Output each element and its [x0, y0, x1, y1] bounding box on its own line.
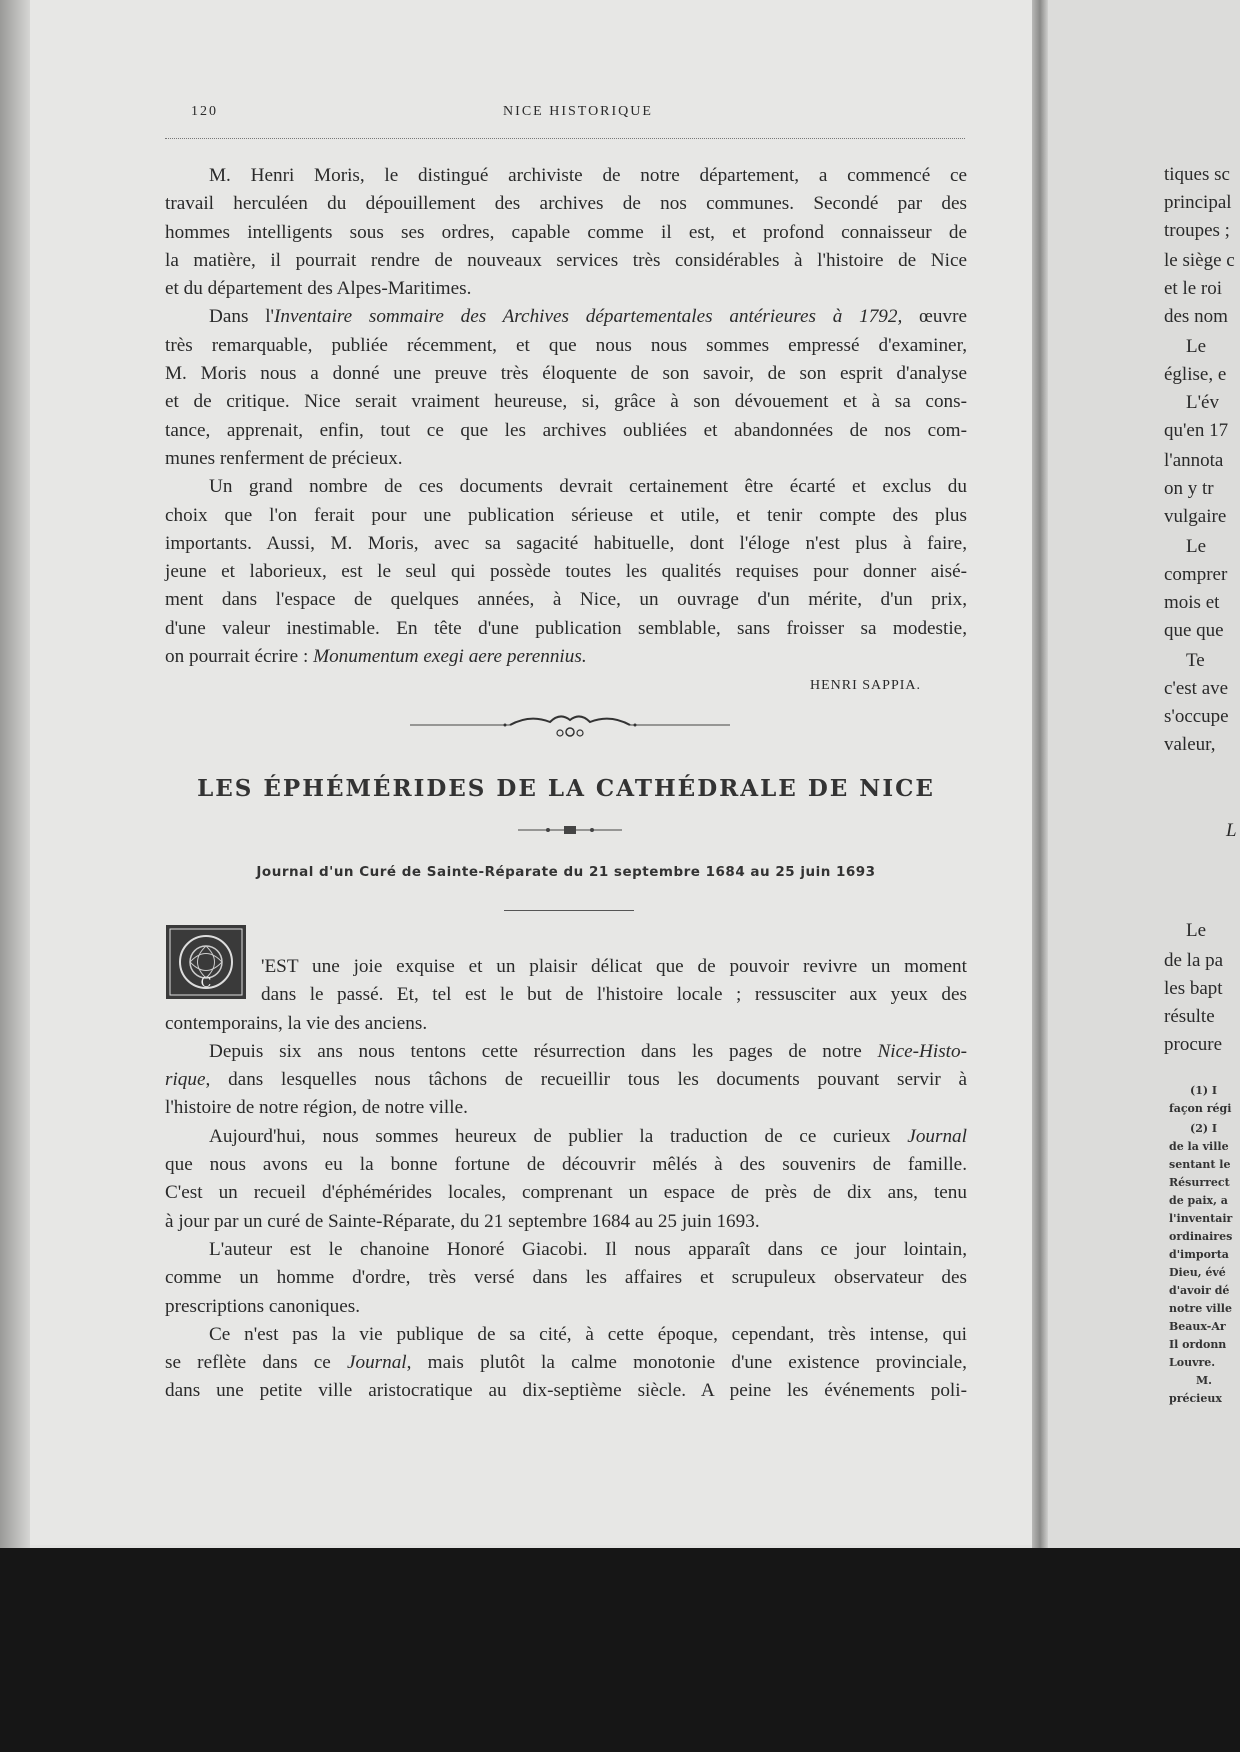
small-ornament: [518, 824, 622, 836]
header-rule: [165, 138, 965, 139]
text-line: la matière, il pourrait rendre de nouveaux services très considérables à l'histoire de Nice: [165, 249, 967, 271]
text-line: M. Henri Moris, le distingué archiviste de notre département, a commencé ce: [209, 165, 967, 186]
right-footnote: Dieu, évé: [1169, 1266, 1226, 1279]
text-line: 'EST une joie exquise et un plaisir délicat que de pouvoir revivre un moment: [261, 956, 967, 977]
right-line: procure: [1164, 1034, 1223, 1055]
article-2-title: LES ÉPHÉMÉRIDES DE LA CATHÉDRALE DE NICE: [197, 775, 935, 802]
right-line: L'év: [1186, 392, 1219, 413]
latin-quote: Monumentum exegi aere perennius.: [313, 646, 587, 668]
article-2-body: [165, 953, 967, 1406]
right-line: principal: [1164, 192, 1232, 213]
right-footnote: Beaux-Ar: [1169, 1320, 1226, 1333]
text-line: Depuis six ans nous tentons cette résurrection dans les pages de notre Nice-Histo-: [209, 1040, 967, 1062]
text-line: se reflète dans ce Journal, mais plutôt la calme monotonie d'une existence provinciale,: [165, 1352, 967, 1374]
text-line: hommes intelligents sous ses ordres, capable comme il est, et profond connaisseur de: [165, 221, 967, 243]
text-line: M. Moris nous a donné une preuve très éloquente de son savoir, de son esprit d'analyse: [165, 363, 967, 385]
text-line: ment dans l'espace de quelques années, à Nice, un ouvrage d'un mérite, d'un prix,: [165, 589, 967, 611]
right-footnote: ordinaires: [1169, 1230, 1233, 1243]
right-footnote: (1) I: [1190, 1084, 1218, 1097]
right-line: Le: [1186, 536, 1207, 557]
right-line: L: [1226, 820, 1237, 841]
text-line: Dans l'Inventaire sommaire des Archives départementales antérieures à 1792, œuvre: [209, 306, 968, 328]
right-footnote: Résurrect: [1169, 1176, 1230, 1189]
text-line: et du département des Alpes-Maritimes.: [165, 278, 472, 300]
text-line: rique, dans lesquelles nous tâchons de recueillir tous les documents pouvant servir à: [165, 1069, 967, 1091]
text-line: dans le passé. Et, tel est le but de l'histoire locale ; ressusciter aux yeux des: [261, 984, 967, 1006]
right-footnote: de paix, a: [1169, 1194, 1228, 1207]
text-line: C'est un recueil d'éphémérides locales, comprenant un espace de près de dix ans, tenu: [165, 1182, 967, 1204]
right-line: et le roi: [1164, 278, 1223, 299]
right-line: que que: [1164, 620, 1224, 641]
right-footnote: façon régi: [1169, 1102, 1232, 1115]
text-line: dans une petite ville aristocratique au dix-septième siècle. A peine les événements poli-: [165, 1380, 967, 1402]
right-line: valeur,: [1164, 734, 1216, 755]
running-title: NICE HISTORIQUE: [503, 104, 653, 119]
scan-bottom-band: [0, 1548, 1240, 1752]
right-line: tiques sc: [1164, 164, 1230, 185]
right-footnote: Il ordonn: [1169, 1338, 1227, 1351]
right-footnote: de la ville: [1169, 1140, 1229, 1153]
right-footnote: M.: [1196, 1374, 1213, 1387]
text-line: et de critique. Nice serait vraiment heureuse, si, grâce à son dévouement et à sa cons-: [165, 391, 967, 413]
text-line: munes renferment de précieux.: [165, 447, 403, 469]
right-line: de la pa: [1164, 950, 1224, 971]
text-line: choix que l'on ferait pour une publication sérieuse et utile, et tenir compte des plus: [165, 504, 967, 526]
article-1-body: [165, 162, 967, 671]
right-line: Le: [1186, 920, 1207, 941]
right-line: les bapt: [1164, 978, 1223, 999]
right-line: s'occupe: [1164, 706, 1229, 727]
right-footnote: précieux: [1169, 1392, 1222, 1405]
text-line: contemporains, la vie des anciens.: [165, 1012, 428, 1034]
text-line: Aujourd'hui, nous sommes heureux de publier la traduction de ce curieux Journal: [209, 1125, 967, 1147]
right-line: comprer: [1164, 564, 1228, 585]
text-line: l'histoire de notre région, de notre ville.: [165, 1097, 468, 1119]
right-line: c'est ave: [1164, 678, 1229, 699]
right-footnote: d'avoir dé: [1169, 1284, 1230, 1297]
right-line: Le: [1186, 336, 1207, 357]
text-line: très remarquable, publiée récemment, et que nous nous sommes empressé d'examiner,: [165, 334, 967, 356]
right-line: église, e: [1164, 364, 1227, 385]
right-line: troupes ;: [1164, 220, 1230, 241]
text-line: Un grand nombre de ces documents devrait certainement être écarté et exclus du: [209, 476, 967, 498]
svg-text:C: C: [200, 975, 212, 991]
article-2-subtitle: Journal d'un Curé de Sainte-Réparate du 21 septembre 1684 au 25 juin 1693: [256, 864, 876, 880]
author-signature: HENRI SAPPIA.: [810, 678, 922, 693]
italic-title: Inventaire sommaire des Archives départementales antérieures à 1792,: [273, 306, 903, 328]
right-footnote: Louvre.: [1169, 1356, 1216, 1369]
right-footnote: d'importa: [1169, 1248, 1229, 1261]
text-line: importants. Aussi, M. Moris, avec sa sagacité habituelle, dont l'éloge n'est plus à faire,: [165, 532, 967, 554]
page-number: 120: [191, 104, 218, 119]
right-line: des nom: [1164, 306, 1228, 327]
text-line: tance, apprenait, enfin, tout ce que les archives oubliées et abandonnées de nos com-: [165, 419, 967, 441]
text-line: travail herculéen du dépouillement des archives de nos communes. Secondé par des: [165, 193, 967, 215]
right-line: mois et: [1164, 592, 1220, 613]
text-line: on pourrait écrire : Monumentum exegi aere perennius.: [165, 646, 587, 668]
text-line: Ce n'est pas la vie publique de sa cité, à cette époque, cependant, très intense, qui: [209, 1323, 967, 1345]
divider-ornament: [410, 710, 730, 740]
book-spine: [1032, 0, 1048, 1560]
right-footnote: (2) I: [1190, 1122, 1218, 1135]
right-line: le siège c: [1164, 250, 1235, 271]
right-footnote: l'inventair: [1169, 1212, 1233, 1225]
text-line: L'auteur est le chanoine Honoré Giacobi. Il nous apparaît dans ce jour lointain,: [209, 1238, 967, 1260]
right-line: l'annota: [1164, 450, 1224, 471]
text-line: à jour par un curé de Sainte-Réparate, du 21 septembre 1684 au 25 juin 1693.: [165, 1210, 760, 1232]
short-rule: [504, 910, 634, 911]
text-line: comme un homme d'ordre, très versé dans les affaires et scrupuleux observateur des: [165, 1267, 967, 1289]
right-line: qu'en 17: [1164, 420, 1229, 441]
right-footnote: notre ville: [1169, 1302, 1232, 1315]
left-page-edge: [0, 0, 30, 1560]
text-line: prescriptions canoniques.: [165, 1295, 361, 1317]
text-line: d'une valeur inestimable. En tête d'une publication semblable, sans froisser sa modestie,: [165, 617, 967, 639]
right-footnote: sentant le: [1169, 1158, 1231, 1171]
text-line: que nous avons eu la bonne fortune de découvrir mêlés à des souvenirs de famille.: [165, 1154, 967, 1176]
right-line: résulte: [1164, 1006, 1215, 1027]
right-line: vulgaire: [1164, 506, 1227, 527]
text-line: jeune et laborieux, est le seul qui possède toutes les qualités requises pour donner aisé-: [165, 561, 967, 583]
right-line: on y tr: [1164, 478, 1214, 499]
right-line: Te: [1186, 650, 1205, 671]
